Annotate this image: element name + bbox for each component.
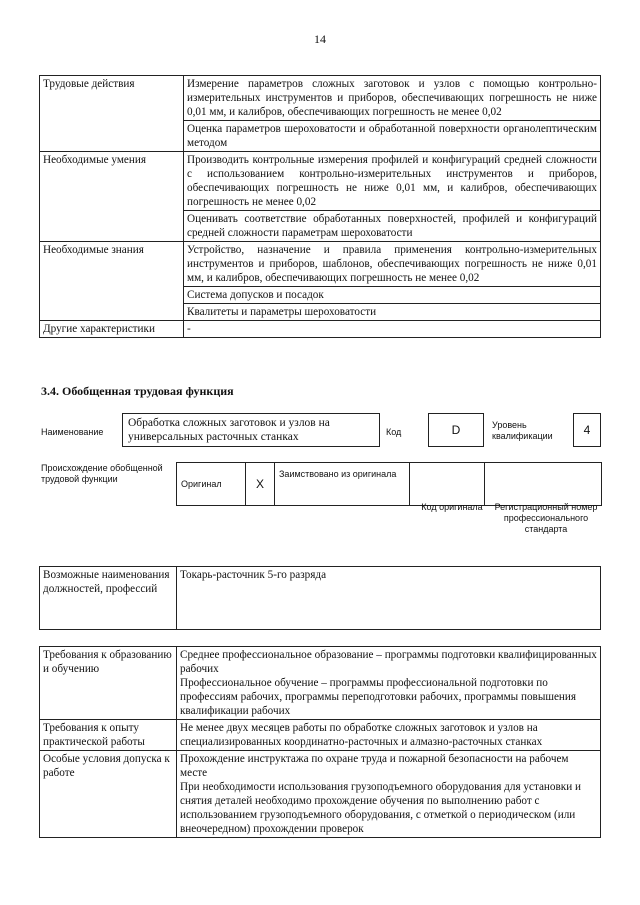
- table-cell: Устройство, назначение и правила применения контрольно-измерительных инструментов и приборов, шаблонов, обеспечивающих погрешность не ниже 0,01 мм, и калибров, обеспечивающих погрешность не менее 0,02: [184, 242, 601, 287]
- education-requirements-label: Требования к образованию и обучению: [40, 647, 177, 720]
- table-row: [40, 720, 601, 751]
- table-cell: Производить контрольные измерения профилей и конфигураций средней сложности с использованием контрольно-измерительных инструментов и приборов, обеспечивающих погрешность не ниже 0,01 мм, и калибров, обеспечивающих погрешность не менее 0,02: [184, 152, 601, 211]
- table-cell: Измерение параметров сложных заготовок и узлов с помощью контрольно-измерительных инструментов и приборов, обеспечивающих погрешность не ниже 0,01 мм, и калибров, обеспечивающих погрешность не менее 0,02: [184, 76, 601, 121]
- positions-table: [39, 566, 601, 630]
- code-value-box: D: [428, 413, 484, 447]
- requirements-table: [39, 646, 601, 838]
- conditions-line: При необходимости использования грузоподъемного оборудования для установки и снятия деталей необходимо прохождение обучения по выполнению работ с использованием грузоподъемного оборудования, с отметкой о периодическом (или внеочередном) прохождении проверок: [180, 781, 582, 835]
- experience-requirements-label: Требования к опыту практической работы: [40, 720, 177, 751]
- qualification-level-box: 4: [573, 413, 601, 447]
- experience-line: Не менее двух месяцев работы по обработке сложных заготовок и узлов на специализированных координатно-расточных и алмазно-расточных станках: [180, 722, 543, 748]
- conditions-line: Прохождение инструктажа по охране труда и пожарной безопасности на рабочем месте: [180, 753, 569, 779]
- special-conditions-label: Особые условия допуска к работе: [40, 751, 177, 838]
- table-row: [40, 751, 601, 838]
- table-row: [40, 242, 601, 287]
- table-cell: [177, 720, 601, 751]
- table-row: [40, 152, 601, 211]
- table-cell: Оценивать соответствие обработанных поверхностей, профилей и конфигураций средней сложности параметрам шероховатости: [184, 211, 601, 242]
- table-row: [40, 76, 601, 121]
- reg-number-cell: [485, 463, 602, 506]
- table-row: [40, 647, 601, 720]
- page-number: 14: [314, 32, 326, 46]
- table-row: [40, 321, 601, 338]
- code-original-cell: [410, 463, 485, 506]
- table-cell: -: [184, 321, 601, 338]
- row-label-required-skills: Необходимые умения: [40, 152, 184, 242]
- borrowed-label: Заимствовано из оригинала: [275, 463, 410, 506]
- education-line: Среднее профессиональное образование – программы подготовки квалифицированных рабочих: [180, 649, 597, 675]
- reg-number-label: Регистрационный номер профессионального стандарта: [494, 502, 598, 534]
- table-row: [40, 567, 601, 630]
- section-heading: 3.4. Обобщенная трудовая функция: [41, 384, 234, 398]
- row-label-other-characteristics: Другие характеристики: [40, 321, 184, 338]
- positions-value: Токарь-расточник 5-го разряда: [177, 567, 601, 630]
- row-label-required-knowledge: Необходимые знания: [40, 242, 184, 321]
- table-cell: [177, 647, 601, 720]
- row-label-labor-actions: Трудовые действия: [40, 76, 184, 152]
- code-label: Код: [386, 427, 402, 437]
- education-line: Профессиональное обучение – программы профессиональной подготовки по профессиям рабочих, программы переподготовки рабочих, программы повышения квалификации рабочих: [180, 677, 577, 717]
- origin-label: Происхождение обобщенной трудовой функции: [41, 463, 163, 484]
- code-original-label: Код оригинала: [421, 502, 483, 512]
- table-cell: Оценка параметров шероховатости и обработанной поверхности органолептическим методом: [184, 121, 601, 152]
- table-row: [177, 463, 602, 506]
- table-cell: Система допусков и посадок: [184, 287, 601, 304]
- table-cell: [177, 751, 601, 838]
- original-label: Оригинал: [177, 463, 246, 506]
- original-mark: X: [246, 463, 275, 506]
- labor-actions-table: [39, 75, 601, 338]
- positions-label: Возможные наименования должностей, профессий: [40, 567, 177, 630]
- table-cell: Квалитеты и параметры шероховатости: [184, 304, 601, 321]
- qualification-level-label: Уровень квалификации: [492, 420, 553, 441]
- name-label: Наименование: [41, 427, 104, 437]
- function-name-box: Обработка сложных заготовок и узлов на универсальных расточных станках: [122, 413, 380, 447]
- origin-table: [176, 462, 602, 506]
